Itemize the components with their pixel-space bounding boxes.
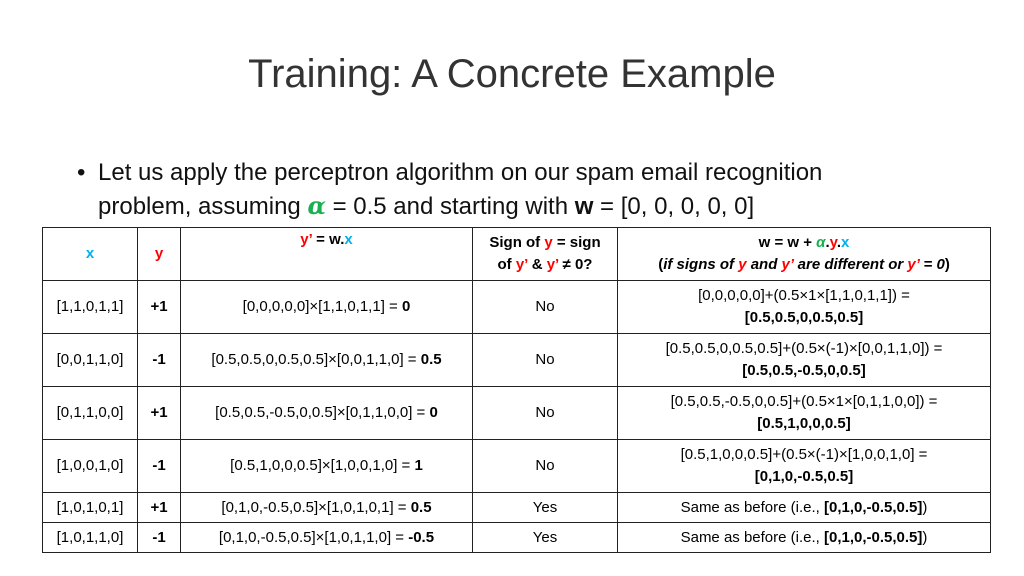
- cell-x: [1,1,0,1,1]: [43, 281, 138, 334]
- cell-update: Same as before (i.e., [0,1,0,-0.5,0.5]): [618, 523, 991, 553]
- cell-yprime: [0.5,0.5,0,0.5,0.5]×[0,0,1,1,0] = 0.5: [181, 334, 473, 387]
- cell-yprime: [0,0,0,0,0]×[1,1,0,1,1] = 0: [181, 281, 473, 334]
- header-yprime: y’ = w.x: [181, 228, 473, 281]
- table-row: [43, 440, 991, 493]
- cell-x: [0,1,1,0,0]: [43, 387, 138, 440]
- cell-update: [0,0,0,0,0]+(0.5×1×[1,1,0,1,1]) = [0.5,0.5,0,0.5,0.5]: [618, 281, 991, 334]
- cell-update: [0.5,0.5,0,0.5,0.5]+(0.5×(-1)×[0,0,1,1,0]) = [0.5,0.5,-0.5,0,0.5]: [618, 334, 991, 387]
- table-row: [43, 523, 991, 553]
- slide-title: Training: A Concrete Example: [248, 52, 776, 96]
- alpha-symbol: α: [307, 191, 326, 220]
- cell-y: -1: [138, 523, 181, 553]
- w-symbol: w: [574, 193, 594, 220]
- header-x: x: [43, 228, 138, 281]
- table-row: [43, 493, 991, 523]
- cell-update: Same as before (i.e., [0,1,0,-0.5,0.5]): [618, 493, 991, 523]
- cell-sign: No: [473, 440, 618, 493]
- bullet-line2-c: = [0, 0, 0, 0, 0]: [593, 193, 755, 220]
- cell-yprime: [0,1,0,-0.5,0.5]×[1,0,1,0,1] = 0.5: [181, 493, 473, 523]
- table-row: [43, 281, 991, 334]
- cell-sign: Yes: [473, 523, 618, 553]
- cell-y: -1: [138, 334, 181, 387]
- perceptron-table: [42, 227, 991, 553]
- bullet-text: [98, 156, 977, 223]
- header-sign: Sign of y = sign of y’ & y’ ≠ 0?: [473, 228, 618, 281]
- cell-x: [0,0,1,1,0]: [43, 334, 138, 387]
- cell-x: [1,0,1,1,0]: [43, 523, 138, 553]
- cell-yprime: [0.5,0.5,-0.5,0,0.5]×[0,1,1,0,0] = 0: [181, 387, 473, 440]
- cell-yprime: [0.5,1,0,0,0.5]×[1,0,0,1,0] = 1: [181, 440, 473, 493]
- cell-sign: No: [473, 387, 618, 440]
- cell-sign: Yes: [473, 493, 618, 523]
- bullet-marker: •: [77, 159, 86, 186]
- bullet-line1: Let us apply the perceptron algorithm on our spam email recognition: [98, 159, 823, 186]
- bullet-paragraph: [77, 156, 977, 223]
- cell-sign: No: [473, 281, 618, 334]
- cell-update: [0.5,1,0,0,0.5]+(0.5×(-1)×[1,0,0,1,0] = [0,1,0,-0.5,0.5]: [618, 440, 991, 493]
- header-y: y: [138, 228, 181, 281]
- cell-update: [0.5,0.5,-0.5,0,0.5]+(0.5×1×[0,1,1,0,0]) = [0.5,1,0,0,0.5]: [618, 387, 991, 440]
- table-row: [43, 387, 991, 440]
- cell-y: +1: [138, 493, 181, 523]
- cell-x: [1,0,0,1,0]: [43, 440, 138, 493]
- bullet-line2-a: problem, assuming: [98, 193, 308, 220]
- cell-y: -1: [138, 440, 181, 493]
- cell-yprime: [0,1,0,-0.5,0.5]×[1,0,1,1,0] = -0.5: [181, 523, 473, 553]
- cell-y: +1: [138, 281, 181, 334]
- cell-y: +1: [138, 387, 181, 440]
- table-header-row: [43, 228, 991, 281]
- bullet-line2-b: = 0.5 and starting with: [325, 193, 575, 220]
- cell-x: [1,0,1,0,1]: [43, 493, 138, 523]
- table-row: [43, 334, 991, 387]
- cell-sign: No: [473, 334, 618, 387]
- header-update: w = w + α.y.x (if signs of y and y’ are different or y’ = 0): [618, 228, 991, 281]
